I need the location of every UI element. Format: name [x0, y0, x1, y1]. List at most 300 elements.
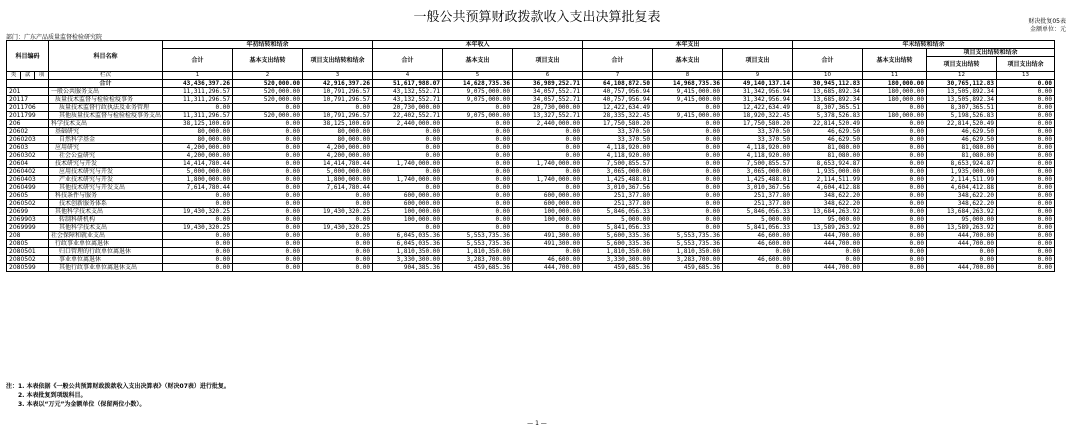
- amount-cell: 0.00: [233, 248, 303, 256]
- amount-cell: 0.00: [653, 216, 723, 224]
- subject-name: 转制科研机构: [49, 216, 163, 224]
- amount-cell: 42,916,397.26: [303, 80, 373, 88]
- amount-cell: 0.00: [997, 136, 1055, 144]
- amount-cell: 19,430,320.25: [163, 208, 233, 216]
- amount-cell: 0.00: [863, 264, 927, 272]
- amount-cell: 0.00: [513, 168, 583, 176]
- amount-cell: 95,000.00: [793, 216, 863, 224]
- amount-cell: 43,132,552.71: [373, 96, 443, 104]
- amount-cell: 180,000.00: [863, 88, 927, 96]
- amount-cell: 0.00: [163, 216, 233, 224]
- seq-number: 4: [373, 72, 443, 80]
- amount-cell: 0.00: [373, 168, 443, 176]
- seq-number: 7: [583, 72, 653, 80]
- amount-cell: 100,000.00: [513, 216, 583, 224]
- table-row: [7, 120, 1055, 128]
- amount-cell: 81,080.00: [927, 152, 997, 160]
- amount-cell: 0.00: [653, 144, 723, 152]
- seq-number: 9: [723, 72, 793, 80]
- table-row: [7, 232, 1055, 240]
- header-col-12: 项目支出结转: [927, 57, 997, 72]
- amount-cell: 0.00: [233, 224, 303, 232]
- amount-cell: 0.00: [443, 104, 513, 112]
- table-row: [7, 112, 1055, 120]
- amount-cell: 12,422,634.49: [723, 104, 793, 112]
- amount-cell: 30,945,112.83: [793, 80, 863, 88]
- amount-cell: 7,614,780.44: [163, 184, 233, 192]
- amount-cell: 600,000.00: [513, 200, 583, 208]
- amount-cell: 491,300.00: [513, 232, 583, 240]
- seq-number: 1: [163, 72, 233, 80]
- amount-cell: 0.00: [443, 216, 513, 224]
- amount-cell: 0.00: [233, 256, 303, 264]
- amount-cell: 81,080.00: [793, 152, 863, 160]
- amount-cell: 0.00: [653, 128, 723, 136]
- header-col-13: 项目支出结余: [997, 57, 1055, 72]
- seq-number: 3: [303, 72, 373, 80]
- amount-cell: 13,685,892.34: [793, 88, 863, 96]
- amount-cell: 1,800,000.00: [303, 176, 373, 184]
- amount-cell: 0.00: [653, 136, 723, 144]
- subject-name: 质量技术监督行政执法及业务管理: [49, 104, 163, 112]
- amount-cell: 444,700.00: [793, 240, 863, 248]
- amount-cell: 0.00: [233, 184, 303, 192]
- amount-cell: 0.00: [163, 232, 233, 240]
- amount-cell: 0.00: [163, 192, 233, 200]
- amount-cell: 0.00: [233, 216, 303, 224]
- amount-cell: 491,300.00: [513, 240, 583, 248]
- amount-cell: 33,370.50: [723, 136, 793, 144]
- amount-cell: 4,118,920.00: [583, 144, 653, 152]
- table-row: [7, 184, 1055, 192]
- amount-cell: 0.00: [997, 120, 1055, 128]
- amount-cell: 0.00: [927, 248, 997, 256]
- amount-cell: 2,114,511.99: [793, 176, 863, 184]
- amount-cell: 0.00: [233, 152, 303, 160]
- amount-cell: 459,685.36: [583, 264, 653, 272]
- amount-cell: 180,000.00: [863, 96, 927, 104]
- subject-code: 2060402: [7, 168, 49, 176]
- amount-cell: 0.00: [233, 136, 303, 144]
- amount-cell: 40,757,956.94: [583, 88, 653, 96]
- subject-name: 应用技术研究与开发: [49, 168, 163, 176]
- amount-cell: 600,000.00: [373, 200, 443, 208]
- amount-cell: 0.00: [863, 224, 927, 232]
- amount-cell: 1,935,000.00: [793, 168, 863, 176]
- amount-cell: 20,730,000.00: [513, 104, 583, 112]
- amount-cell: 4,604,412.88: [793, 184, 863, 192]
- amount-cell: 348,622.20: [793, 200, 863, 208]
- amount-cell: 11,311,296.57: [163, 96, 233, 104]
- subject-code: 2011799: [7, 112, 49, 120]
- amount-cell: 1,800,000.00: [163, 176, 233, 184]
- amount-cell: 0.00: [997, 112, 1055, 120]
- total-row: [7, 80, 1055, 88]
- subject-name: 其他质量技术监督与检验检疫事务支出: [49, 112, 163, 120]
- amount-cell: 0.00: [233, 128, 303, 136]
- subject-name: 其他科学技术支出: [49, 224, 163, 232]
- table-row: [7, 88, 1055, 96]
- amount-cell: 5,000.00: [583, 216, 653, 224]
- amount-cell: 0.00: [233, 232, 303, 240]
- amount-cell: 49,140,137.14: [723, 80, 793, 88]
- amount-cell: 0.00: [233, 120, 303, 128]
- amount-cell: 0.00: [793, 248, 863, 256]
- amount-cell: 0.00: [233, 176, 303, 184]
- amount-cell: 251,377.80: [723, 200, 793, 208]
- amount-cell: 1,740,000.00: [373, 160, 443, 168]
- amount-cell: 0.00: [513, 224, 583, 232]
- amount-cell: 0.00: [653, 104, 723, 112]
- amount-cell: 520,000.00: [233, 80, 303, 88]
- amount-cell: 0.00: [997, 96, 1055, 104]
- amount-cell: 0.00: [373, 184, 443, 192]
- amount-cell: 0.00: [863, 104, 927, 112]
- amount-cell: 3,330,300.00: [373, 256, 443, 264]
- header-col-9: 项目支出: [723, 49, 793, 72]
- amount-cell: 0.00: [163, 248, 233, 256]
- subject-code: 2069903: [7, 216, 49, 224]
- amount-cell: 0.00: [303, 256, 373, 264]
- amount-cell: 0.00: [863, 216, 927, 224]
- amount-cell: 0.00: [863, 136, 927, 144]
- amount-cell: 46,629.50: [927, 136, 997, 144]
- subject-code: [7, 80, 49, 88]
- seq-label: 栏次: [49, 72, 163, 80]
- form-code-block: [1028, 18, 1066, 34]
- amount-cell: 13,685,892.34: [793, 96, 863, 104]
- amount-cell: 0.00: [863, 120, 927, 128]
- table-row: [7, 104, 1055, 112]
- amount-cell: 0.00: [233, 104, 303, 112]
- amount-cell: 100,000.00: [373, 216, 443, 224]
- header-group-income: 本年收入: [373, 41, 583, 49]
- amount-cell: 0.00: [997, 104, 1055, 112]
- amount-cell: 81,080.00: [793, 144, 863, 152]
- amount-cell: 5,000.00: [723, 216, 793, 224]
- amount-cell: 0.00: [863, 152, 927, 160]
- amount-cell: 0.00: [443, 200, 513, 208]
- amount-cell: 5,553,735.36: [653, 232, 723, 240]
- amount-cell: 444,700.00: [927, 232, 997, 240]
- header-col-7: 合计: [583, 49, 653, 72]
- table-header: [7, 41, 1055, 80]
- amount-cell: 28,335,322.45: [583, 112, 653, 120]
- amount-cell: 0.00: [653, 152, 723, 160]
- amount-cell: 0.00: [233, 240, 303, 248]
- header-xiang: 项: [35, 72, 49, 80]
- amount-cell: 0.00: [163, 200, 233, 208]
- amount-cell: 0.00: [723, 248, 793, 256]
- header-group-expense: 本年支出: [583, 41, 793, 49]
- amount-cell: 2,440,000.00: [373, 120, 443, 128]
- amount-cell: 444,700.00: [927, 264, 997, 272]
- amount-cell: 3,065,000.00: [583, 168, 653, 176]
- amount-cell: 0.00: [863, 192, 927, 200]
- amount-cell: 5,198,526.83: [927, 112, 997, 120]
- amount-cell: 38,125,100.69: [303, 120, 373, 128]
- amount-cell: 13,505,892.34: [927, 96, 997, 104]
- seq-number: 12: [927, 72, 997, 80]
- amount-cell: 1,810,350.00: [373, 248, 443, 256]
- subject-code: 20602: [7, 128, 49, 136]
- note-3: 3. 本表以“万元”为金额单位（保留两位小数）。: [18, 401, 146, 408]
- subject-code: 20605: [7, 192, 49, 200]
- amount-cell: 12,422,634.49: [583, 104, 653, 112]
- amount-cell: 51,617,988.07: [373, 80, 443, 88]
- subject-code: 208: [7, 232, 49, 240]
- amount-cell: 14,414,780.44: [303, 160, 373, 168]
- amount-cell: 46,600.00: [513, 256, 583, 264]
- subject-name: 基础研究: [49, 128, 163, 136]
- header-class: 类: [7, 72, 21, 80]
- subject-code: 2080599: [7, 264, 49, 272]
- amount-cell: 3,010,367.56: [723, 184, 793, 192]
- amount-cell: 0.00: [997, 224, 1055, 232]
- amount-cell: 81,080.00: [927, 144, 997, 152]
- amount-cell: 7,500,855.57: [583, 160, 653, 168]
- amount-cell: 348,622.20: [793, 192, 863, 200]
- amount-cell: 9,075,000.00: [443, 88, 513, 96]
- subject-code: 2069999: [7, 224, 49, 232]
- amount-cell: 33,370.50: [583, 136, 653, 144]
- seq-number: 11: [863, 72, 927, 80]
- amount-cell: 0.00: [863, 160, 927, 168]
- amount-cell: 444,700.00: [513, 264, 583, 272]
- table-row: [7, 264, 1055, 272]
- subject-name: 归口管理的行政单位离退休: [49, 248, 163, 256]
- amount-cell: 0.00: [863, 176, 927, 184]
- note-1: 注：1. 本表依据《一般公共预算财政拨款收入支出决算表》（财决07表）进行批复。: [6, 383, 230, 390]
- amount-cell: 0.00: [233, 192, 303, 200]
- amount-cell: 95,000.00: [927, 216, 997, 224]
- amount-cell: 0.00: [443, 128, 513, 136]
- amount-cell: 520,000.00: [233, 88, 303, 96]
- table-row: [7, 192, 1055, 200]
- amount-cell: 38,125,100.69: [163, 120, 233, 128]
- amount-cell: 19,430,320.25: [303, 224, 373, 232]
- amount-cell: 0.00: [443, 208, 513, 216]
- seq-number: 6: [513, 72, 583, 80]
- amount-cell: 0.00: [997, 200, 1055, 208]
- subject-code: 2060203: [7, 136, 49, 144]
- amount-cell: 0.00: [653, 160, 723, 168]
- subject-code: 2060502: [7, 200, 49, 208]
- header-col-10: 合计: [793, 49, 863, 72]
- header-col-4: 合计: [373, 49, 443, 72]
- amount-cell: 251,377.80: [723, 192, 793, 200]
- amount-cell: 0.00: [163, 256, 233, 264]
- amount-cell: 9,075,000.00: [443, 96, 513, 104]
- subject-code: 2060403: [7, 176, 49, 184]
- amount-cell: 80,000.00: [303, 128, 373, 136]
- amount-cell: 0.00: [863, 248, 927, 256]
- table-row: [7, 256, 1055, 264]
- amount-cell: 14,968,735.36: [653, 80, 723, 88]
- amount-cell: 8,653,924.87: [927, 160, 997, 168]
- table-row: [7, 96, 1055, 104]
- amount-cell: 0.00: [443, 168, 513, 176]
- table-row: [7, 152, 1055, 160]
- subject-code: 206: [7, 120, 49, 128]
- amount-cell: 0.00: [373, 224, 443, 232]
- subject-name: 事业单位离退休: [49, 256, 163, 264]
- amount-cell: 0.00: [163, 264, 233, 272]
- amount-cell: 0.00: [997, 184, 1055, 192]
- amount-cell: 6,045,035.36: [373, 232, 443, 240]
- amount-cell: 22,814,520.49: [793, 120, 863, 128]
- amount-cell: 8,307,365.51: [793, 104, 863, 112]
- amount-cell: 0.00: [443, 224, 513, 232]
- amount-cell: 0.00: [863, 144, 927, 152]
- amount-cell: 19,430,320.25: [303, 208, 373, 216]
- amount-cell: 0.00: [653, 224, 723, 232]
- amount-cell: 0.00: [443, 144, 513, 152]
- table-row: [7, 240, 1055, 248]
- amount-cell: 0.00: [303, 232, 373, 240]
- amount-cell: 348,622.20: [927, 200, 997, 208]
- seq-number: 10: [793, 72, 863, 80]
- amount-cell: 3,330,300.00: [583, 256, 653, 264]
- amount-cell: 0.00: [513, 128, 583, 136]
- amount-cell: 46,600.00: [723, 232, 793, 240]
- subject-code: 20117: [7, 96, 49, 104]
- amount-cell: 5,600,335.36: [583, 232, 653, 240]
- page-number: — 1 —: [527, 420, 547, 427]
- header-col-1: 合计: [163, 49, 233, 72]
- amount-cell: 14,628,735.36: [443, 80, 513, 88]
- amount-cell: 0.00: [997, 256, 1055, 264]
- amount-cell: 0.00: [233, 200, 303, 208]
- amount-cell: 0.00: [303, 192, 373, 200]
- table-row: [7, 136, 1055, 144]
- amount-cell: 2,114,511.99: [927, 176, 997, 184]
- amount-cell: 13,589,263.92: [927, 224, 997, 232]
- amount-cell: 4,118,920.00: [583, 152, 653, 160]
- amount-cell: 0.00: [443, 152, 513, 160]
- amount-cell: 20,730,000.00: [373, 104, 443, 112]
- amount-cell: 2,440,000.00: [513, 120, 583, 128]
- amount-cell: 0.00: [303, 216, 373, 224]
- subject-name: 其他技术研究与开发支出: [49, 184, 163, 192]
- amount-cell: 0.00: [233, 160, 303, 168]
- amount-cell: 33,370.50: [583, 128, 653, 136]
- amount-cell: 5,846,056.33: [723, 208, 793, 216]
- amount-cell: 3,010,367.56: [583, 184, 653, 192]
- table-row: [7, 160, 1055, 168]
- subject-name: 其他行政事业单位离退休支出: [49, 264, 163, 272]
- subject-code: 2060302: [7, 152, 49, 160]
- amount-cell: 5,378,526.83: [793, 112, 863, 120]
- amount-cell: 0.00: [513, 184, 583, 192]
- amount-cell: 348,622.20: [927, 192, 997, 200]
- amount-cell: 0.00: [443, 136, 513, 144]
- department-line: 部门：广东产品质量监督检验研究院: [6, 34, 103, 41]
- header-col-8: 基本支出: [653, 49, 723, 72]
- amount-cell: 4,118,920.00: [723, 144, 793, 152]
- amount-cell: 0.00: [863, 184, 927, 192]
- amount-cell: 13,505,892.34: [927, 88, 997, 96]
- subject-name: 科技条件与服务: [49, 192, 163, 200]
- table-row: [7, 216, 1055, 224]
- amount-cell: 9,075,000.00: [443, 112, 513, 120]
- amount-cell: 4,200,000.00: [303, 144, 373, 152]
- subject-name: 社会保障和就业支出: [49, 232, 163, 240]
- amount-cell: 1,810,350.00: [583, 248, 653, 256]
- amount-cell: 0.00: [233, 208, 303, 216]
- amount-cell: 30,765,112.83: [927, 80, 997, 88]
- table-row: [7, 224, 1055, 232]
- amount-cell: 22,402,552.71: [373, 112, 443, 120]
- seq-number: 2: [233, 72, 303, 80]
- amount-cell: 4,604,412.88: [927, 184, 997, 192]
- header-col-3: 项目支出结转和结余: [303, 49, 373, 72]
- amount-cell: 0.00: [997, 80, 1055, 88]
- form-code: 财决批复05表: [1028, 18, 1066, 25]
- subject-code: 20604: [7, 160, 49, 168]
- table-row: [7, 168, 1055, 176]
- amount-cell: 0.00: [863, 256, 927, 264]
- amount-cell: 0.00: [997, 152, 1055, 160]
- amount-cell: 0.00: [997, 168, 1055, 176]
- subject-name: 科学技术支出: [49, 120, 163, 128]
- amount-cell: 0.00: [443, 184, 513, 192]
- seq-number: 13: [997, 72, 1055, 80]
- amount-cell: 0.00: [997, 176, 1055, 184]
- amount-cell: 4,200,000.00: [303, 152, 373, 160]
- amount-cell: 13,589,263.92: [793, 224, 863, 232]
- amount-cell: 444,700.00: [793, 264, 863, 272]
- amount-cell: 4,200,000.00: [163, 144, 233, 152]
- amount-cell: 9,415,000.00: [653, 96, 723, 104]
- amount-cell: 0.00: [927, 256, 997, 264]
- amount-cell: 13,684,263.92: [793, 208, 863, 216]
- amount-cell: 0.00: [443, 176, 513, 184]
- amount-cell: 0.00: [443, 120, 513, 128]
- notes: [6, 382, 230, 409]
- amount-cell: 1,425,488.01: [583, 176, 653, 184]
- amount-cell: 0.00: [443, 160, 513, 168]
- amount-cell: 180,000.00: [863, 112, 927, 120]
- amount-cell: 80,000.00: [163, 128, 233, 136]
- budget-table: [6, 40, 1055, 272]
- amount-cell: 0.00: [303, 240, 373, 248]
- amount-cell: 5,553,735.36: [443, 232, 513, 240]
- amount-cell: 251,377.80: [583, 192, 653, 200]
- amount-cell: 600,000.00: [373, 192, 443, 200]
- amount-cell: 0.00: [997, 232, 1055, 240]
- amount-cell: 100,000.00: [513, 208, 583, 216]
- amount-cell: 8,653,924.87: [793, 160, 863, 168]
- amount-cell: 0.00: [653, 184, 723, 192]
- amount-cell: 22,814,520.49: [927, 120, 997, 128]
- amount-cell: 3,283,700.00: [443, 256, 513, 264]
- amount-cell: 6,045,035.36: [373, 240, 443, 248]
- subject-code: 20699: [7, 208, 49, 216]
- amount-cell: 4,118,920.00: [723, 152, 793, 160]
- amount-cell: 11,311,296.57: [163, 88, 233, 96]
- table-row: [7, 200, 1055, 208]
- table-row: [7, 144, 1055, 152]
- document-title: 一般公共预算财政拨款收入支出决算批复表: [413, 10, 661, 25]
- amount-cell: 46,629.50: [793, 136, 863, 144]
- amount-cell: 9,415,000.00: [653, 112, 723, 120]
- amount-cell: 100,000.00: [373, 208, 443, 216]
- amount-cell: 251,377.80: [583, 200, 653, 208]
- amount-cell: 5,846,056.33: [583, 208, 653, 216]
- amount-cell: 0.00: [513, 144, 583, 152]
- amount-cell: 40,757,956.94: [583, 96, 653, 104]
